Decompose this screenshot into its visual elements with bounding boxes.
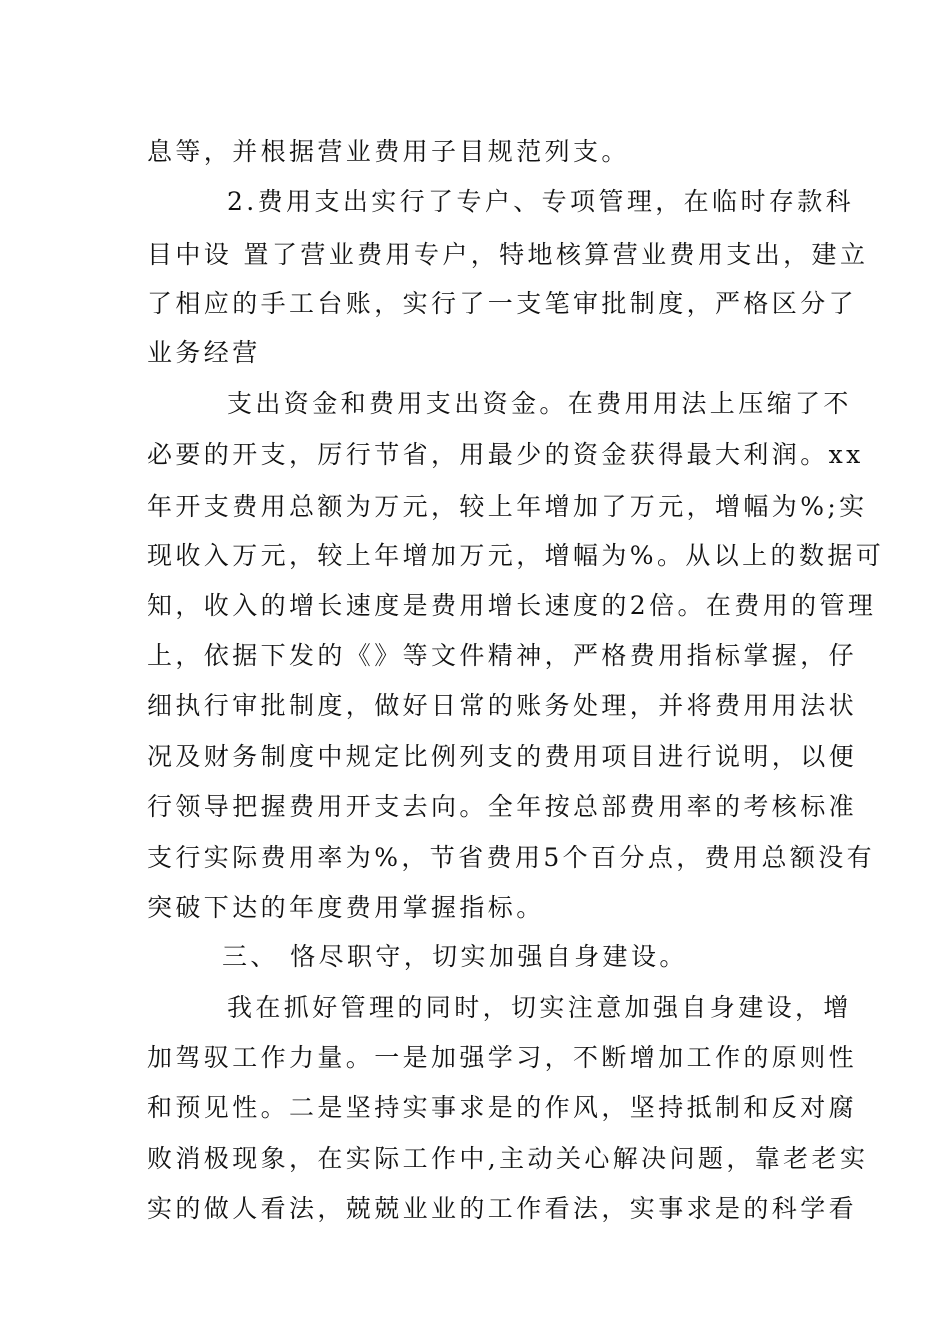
text-line: 2.费用支出实行了专户、专项管理，在临时存款科: [227, 187, 855, 216]
text-line: 突破下达的年度费用掌握指标。: [147, 893, 545, 922]
text-line: 业务经营: [147, 338, 261, 367]
text-line: 细执行审批制度，做好日常的账务处理，并将费用用法状: [147, 691, 858, 720]
text-line: 上，依据下发的《》等文件精神，严格费用指标掌握，仔: [147, 641, 858, 670]
text-line: 加驾驭工作力量。一是加强学习，不断增加工作的原则性: [147, 1043, 858, 1072]
text-line: 知，收入的增长速度是费用增长速度的2倍。在费用的管理: [147, 591, 877, 620]
text-line: 了相应的手工台账，实行了一支笔审批制度，严格区分了: [147, 289, 858, 318]
text-line: 目中设 置了营业费用专户，特地核算营业费用支出，建立: [147, 240, 869, 269]
text-line: 息等，并根据营业费用子目规范列支。: [147, 137, 630, 166]
text-line: 行领导把握费用开支去向。全年按总部费用率的考核标准: [147, 792, 858, 821]
text-line: 支出资金和费用支出资金。在费用用法上压缩了不: [227, 389, 852, 418]
text-line: 现收入万元，较上年增加万元，增幅为%。从以上的数据可: [147, 541, 885, 570]
text-line: 实的做人看法，兢兢业业的工作看法，实事求是的科学看: [147, 1194, 858, 1223]
text-line: 和预见性。二是坚持实事求是的作风，坚持抵制和反对腐: [147, 1093, 858, 1122]
section-heading: 三、 恪尽职守，切实加强自身建设。: [222, 942, 688, 971]
text-line: 年开支费用总额为万元，较上年增加了万元，增幅为%;实: [147, 492, 868, 521]
text-line: 必要的开支，厉行节省，用最少的资金获得最大利润。xx: [147, 440, 864, 469]
text-line: 我在抓好管理的同时，切实注意加强自身建设，增: [227, 993, 852, 1022]
text-line: 支行实际费用率为%，节省费用5个百分点，费用总额没有: [147, 843, 876, 872]
text-line: 况及财务制度中规定比例列支的费用项目进行说明，以便: [147, 742, 858, 771]
text-line: 败消极现象，在实际工作中,主动关心解决问题，靠老老实: [147, 1144, 869, 1173]
